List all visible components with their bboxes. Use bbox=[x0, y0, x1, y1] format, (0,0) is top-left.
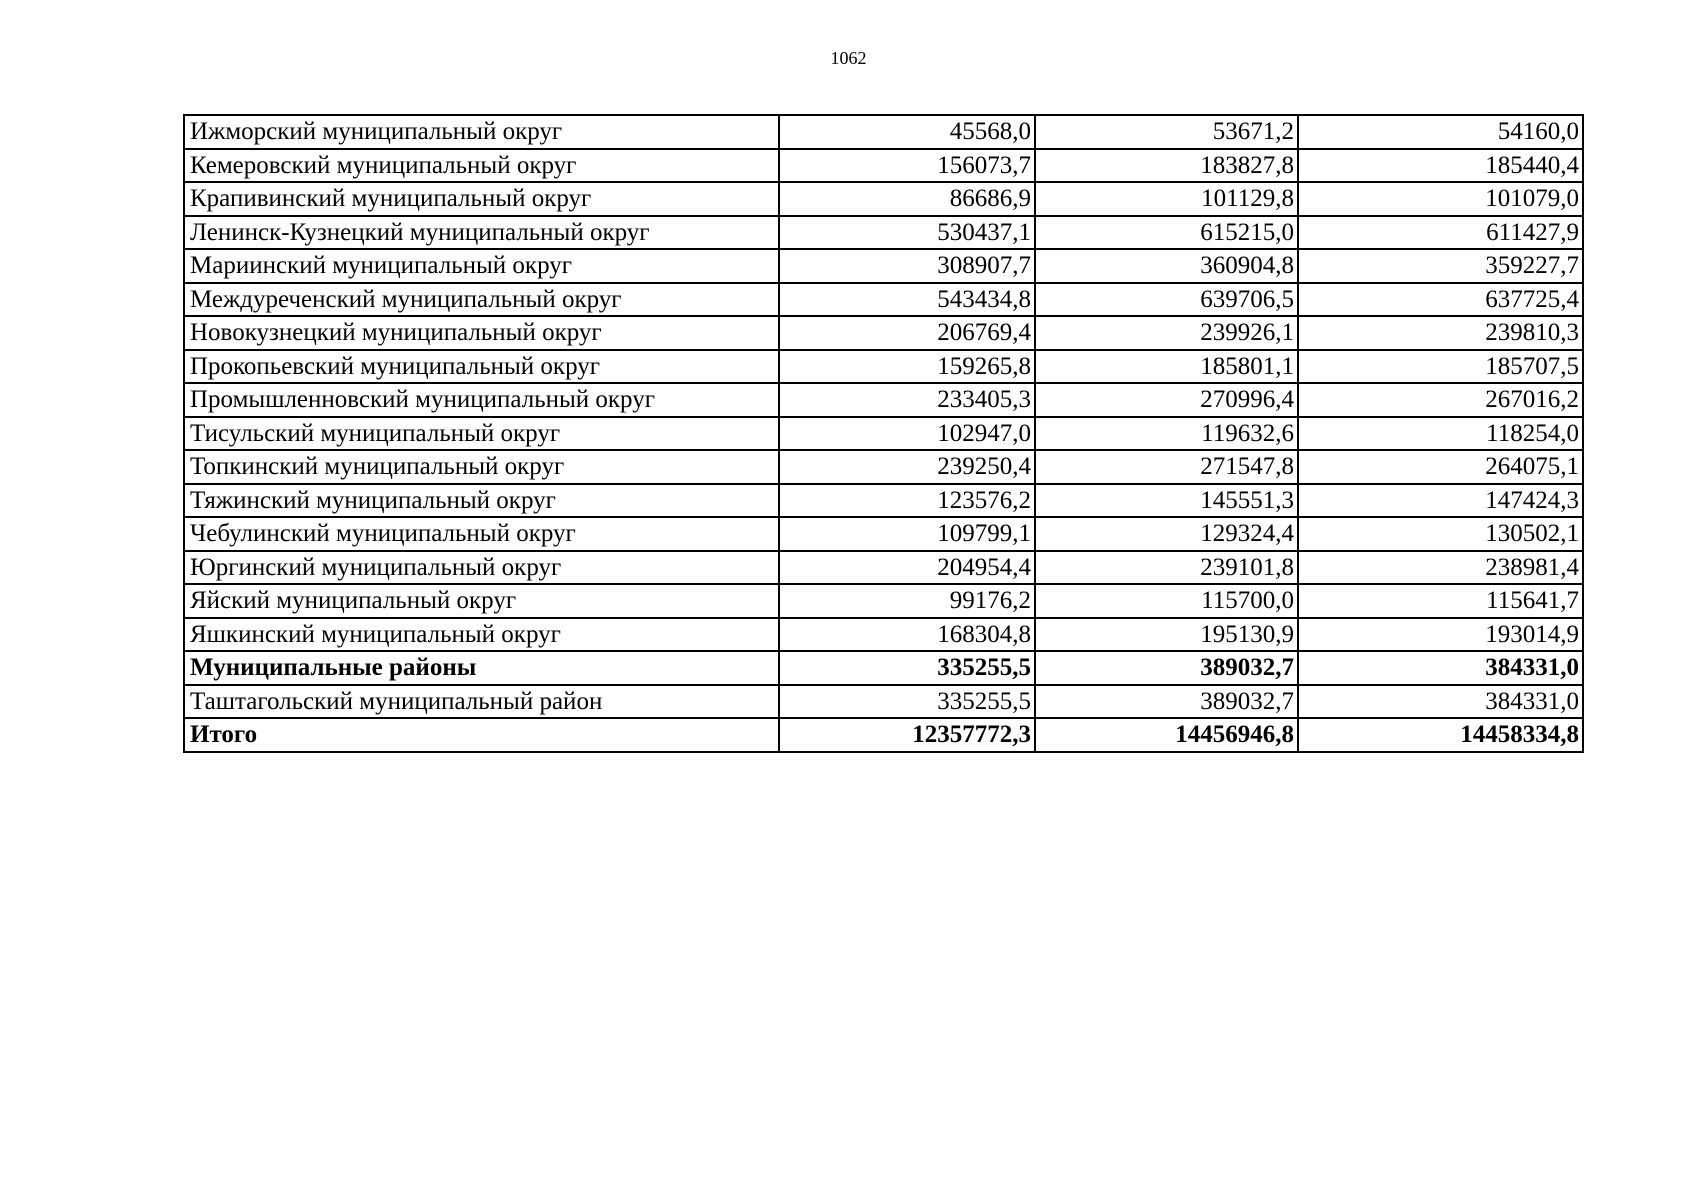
row-name-cell: Муниципальные районы bbox=[184, 651, 779, 685]
row-name-cell: Мариинский муниципальный округ bbox=[184, 249, 779, 283]
row-value-3-cell: 239810,3 bbox=[1298, 316, 1583, 350]
table-row bbox=[184, 249, 1583, 283]
table-row bbox=[184, 149, 1583, 183]
row-value-2-cell: 615215,0 bbox=[1035, 216, 1298, 250]
table-row bbox=[184, 316, 1583, 350]
row-value-1-cell: 102947,0 bbox=[779, 417, 1035, 451]
row-name-cell: Яшкинский муниципальный округ bbox=[184, 618, 779, 652]
row-value-3-cell: 193014,9 bbox=[1298, 618, 1583, 652]
row-name-cell: Ижморский муниципальный округ bbox=[184, 115, 779, 149]
table-row bbox=[184, 350, 1583, 384]
table-row bbox=[184, 216, 1583, 250]
row-value-2-cell: 101129,8 bbox=[1035, 182, 1298, 216]
row-value-1-cell: 335255,5 bbox=[779, 685, 1035, 719]
row-value-2-cell: 389032,7 bbox=[1035, 685, 1298, 719]
row-name-cell: Междуреченский муниципальный округ bbox=[184, 283, 779, 317]
row-value-2-cell: 270996,4 bbox=[1035, 383, 1298, 417]
row-value-3-cell: 359227,7 bbox=[1298, 249, 1583, 283]
row-value-3-cell: 264075,1 bbox=[1298, 450, 1583, 484]
row-value-3-cell: 267016,2 bbox=[1298, 383, 1583, 417]
row-value-1-cell: 156073,7 bbox=[779, 149, 1035, 183]
row-value-2-cell: 115700,0 bbox=[1035, 584, 1298, 618]
row-value-2-cell: 239926,1 bbox=[1035, 316, 1298, 350]
row-name-cell: Кемеровский муниципальный округ bbox=[184, 149, 779, 183]
row-name-cell: Топкинский муниципальный округ bbox=[184, 450, 779, 484]
table-row-summary bbox=[184, 651, 1583, 685]
row-name-cell: Яйский муниципальный округ bbox=[184, 584, 779, 618]
row-value-3-cell: 14458334,8 bbox=[1298, 718, 1583, 752]
row-value-3-cell: 118254,0 bbox=[1298, 417, 1583, 451]
row-name-cell: Тисульский муниципальный округ bbox=[184, 417, 779, 451]
row-value-2-cell: 129324,4 bbox=[1035, 517, 1298, 551]
row-value-3-cell: 185707,5 bbox=[1298, 350, 1583, 384]
table-row bbox=[184, 551, 1583, 585]
row-name-cell: Тяжинский муниципальный округ bbox=[184, 484, 779, 518]
row-name-cell: Новокузнецкий муниципальный округ bbox=[184, 316, 779, 350]
table-row bbox=[184, 685, 1583, 719]
row-value-3-cell: 611427,9 bbox=[1298, 216, 1583, 250]
table-row bbox=[184, 584, 1583, 618]
row-value-1-cell: 109799,1 bbox=[779, 517, 1035, 551]
row-value-1-cell: 12357772,3 bbox=[779, 718, 1035, 752]
row-value-1-cell: 168304,8 bbox=[779, 618, 1035, 652]
row-value-3-cell: 101079,0 bbox=[1298, 182, 1583, 216]
row-name-cell: Прокопьевский муниципальный округ bbox=[184, 350, 779, 384]
table-row bbox=[184, 484, 1583, 518]
row-value-2-cell: 389032,7 bbox=[1035, 651, 1298, 685]
table-row bbox=[184, 618, 1583, 652]
table-row bbox=[184, 283, 1583, 317]
row-name-cell: Ленинск-Кузнецкий муниципальный округ bbox=[184, 216, 779, 250]
row-value-3-cell: 147424,3 bbox=[1298, 484, 1583, 518]
row-value-2-cell: 14456946,8 bbox=[1035, 718, 1298, 752]
row-value-3-cell: 115641,7 bbox=[1298, 584, 1583, 618]
row-value-2-cell: 53671,2 bbox=[1035, 115, 1298, 149]
row-value-1-cell: 45568,0 bbox=[779, 115, 1035, 149]
row-value-1-cell: 530437,1 bbox=[779, 216, 1035, 250]
row-value-1-cell: 335255,5 bbox=[779, 651, 1035, 685]
row-value-1-cell: 86686,9 bbox=[779, 182, 1035, 216]
row-value-1-cell: 308907,7 bbox=[779, 249, 1035, 283]
row-value-1-cell: 159265,8 bbox=[779, 350, 1035, 384]
table-row bbox=[184, 450, 1583, 484]
row-value-3-cell: 54160,0 bbox=[1298, 115, 1583, 149]
row-value-1-cell: 239250,4 bbox=[779, 450, 1035, 484]
row-name-cell: Юргинский муниципальный округ bbox=[184, 551, 779, 585]
row-value-2-cell: 360904,8 bbox=[1035, 249, 1298, 283]
budget-table bbox=[183, 114, 1584, 753]
row-value-2-cell: 239101,8 bbox=[1035, 551, 1298, 585]
row-value-2-cell: 185801,1 bbox=[1035, 350, 1298, 384]
table-row-summary bbox=[184, 718, 1583, 752]
row-value-2-cell: 639706,5 bbox=[1035, 283, 1298, 317]
row-name-cell: Итого bbox=[184, 718, 779, 752]
row-value-2-cell: 119632,6 bbox=[1035, 417, 1298, 451]
table-row bbox=[184, 182, 1583, 216]
table-row bbox=[184, 383, 1583, 417]
row-value-3-cell: 384331,0 bbox=[1298, 685, 1583, 719]
row-value-3-cell: 637725,4 bbox=[1298, 283, 1583, 317]
row-value-2-cell: 183827,8 bbox=[1035, 149, 1298, 183]
row-name-cell: Крапивинский муниципальный округ bbox=[184, 182, 779, 216]
row-value-3-cell: 384331,0 bbox=[1298, 651, 1583, 685]
row-name-cell: Промышленновский муниципальный округ bbox=[184, 383, 779, 417]
row-value-2-cell: 145551,3 bbox=[1035, 484, 1298, 518]
row-value-1-cell: 206769,4 bbox=[779, 316, 1035, 350]
row-name-cell: Чебулинский муниципальный округ bbox=[184, 517, 779, 551]
table-row bbox=[184, 115, 1583, 149]
table-body bbox=[184, 115, 1583, 752]
row-name-cell: Таштагольский муниципальный район bbox=[184, 685, 779, 719]
row-value-2-cell: 271547,8 bbox=[1035, 450, 1298, 484]
row-value-3-cell: 238981,4 bbox=[1298, 551, 1583, 585]
row-value-3-cell: 130502,1 bbox=[1298, 517, 1583, 551]
row-value-1-cell: 99176,2 bbox=[779, 584, 1035, 618]
row-value-2-cell: 195130,9 bbox=[1035, 618, 1298, 652]
row-value-1-cell: 233405,3 bbox=[779, 383, 1035, 417]
row-value-1-cell: 204954,4 bbox=[779, 551, 1035, 585]
table-row bbox=[184, 417, 1583, 451]
row-value-1-cell: 543434,8 bbox=[779, 283, 1035, 317]
page-number: 1062 bbox=[830, 48, 867, 68]
table-row bbox=[184, 517, 1583, 551]
row-value-1-cell: 123576,2 bbox=[779, 484, 1035, 518]
row-value-3-cell: 185440,4 bbox=[1298, 149, 1583, 183]
